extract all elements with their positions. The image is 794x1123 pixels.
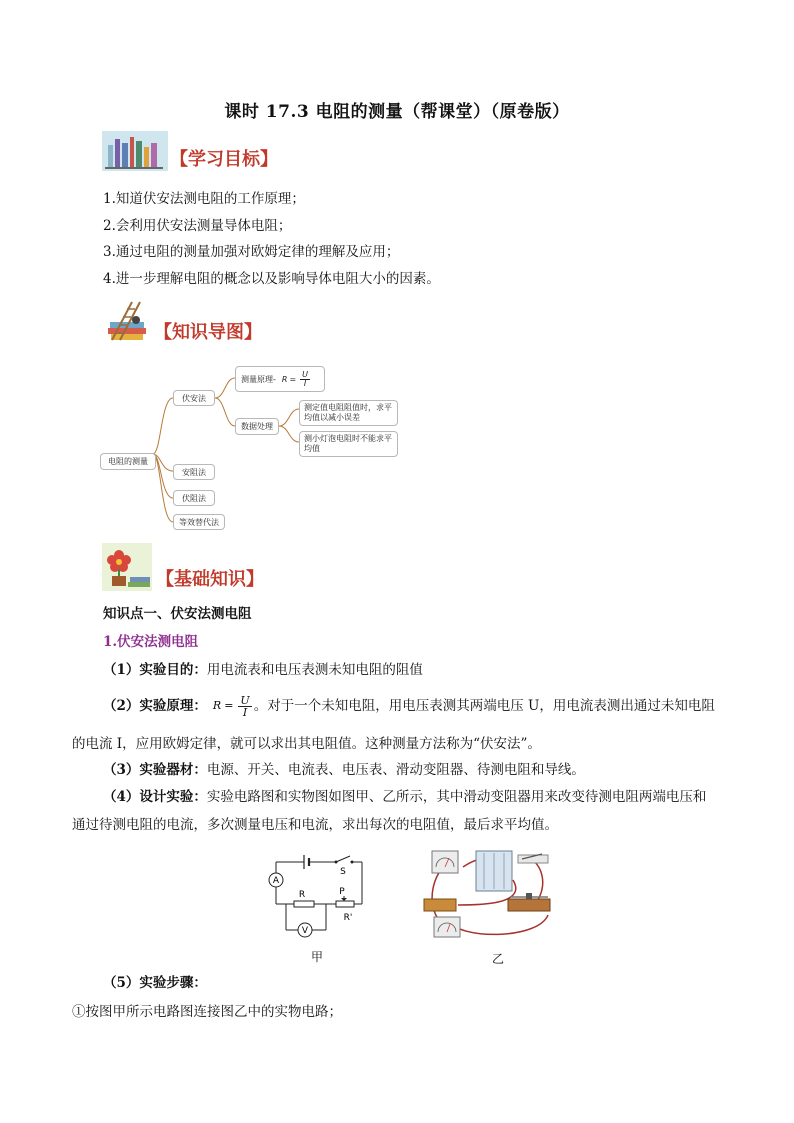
knowledge-point-title: 知识点一、伏安法测电阻 [103, 606, 252, 622]
resistor-symbol [294, 901, 314, 907]
formula-fraction [300, 371, 310, 388]
principle-num: U [240, 693, 250, 707]
mindmap-principle [235, 366, 325, 392]
slider-label: P [339, 887, 345, 897]
voltmeter-label: V [301, 926, 309, 936]
books-icon [102, 131, 168, 171]
mindmap-method: 伏阻法 [173, 490, 215, 506]
flower-icon [102, 543, 152, 591]
purpose-text: 用电流表和电压表测未知电阻的阻值 [206, 662, 423, 678]
goal-item: 3.通过电阻的测量加强对欧姆定律的理解及应用； [103, 244, 400, 260]
principle-formula-eq: = [224, 699, 234, 712]
goal-item: 4.进一步理解电阻的概念以及影响导体电阻大小的因素。 [103, 271, 440, 287]
resistor-device [424, 899, 456, 911]
meter-device [432, 851, 458, 873]
paragraph-equipment [103, 760, 585, 780]
meter-device [434, 917, 460, 937]
paragraph-purpose [103, 660, 423, 680]
switch-lever [336, 856, 350, 862]
figure-caption-yi: 乙 [492, 952, 505, 966]
rheostat-symbol [336, 901, 354, 907]
design-continuation: 通过待测电阻的电流，多次测量电压和电流，求出每次的电阻值，最后求平均值。 [72, 817, 558, 833]
design-text: 实验电路图和实物图如图甲、乙所示，其中滑动变阻器用来改变待测电阻两端电压和 [206, 789, 707, 805]
mindmap-root: 电阻的测量 [100, 453, 156, 470]
physical-circuit-illustration [418, 845, 556, 945]
mindmap-title: 【知识导图】 [154, 322, 262, 343]
switch-label: S [340, 867, 346, 877]
principle-label: 测量原理- [241, 374, 276, 384]
principle-fraction [238, 695, 251, 718]
page-title: 课时 17.3 电阻的测量（帮课堂）（原卷版） [224, 102, 570, 122]
equipment-text: 电源、开关、电流表、电压表、滑动变阻器、待测电阻和导线。 [206, 762, 585, 778]
steps-heading [103, 973, 207, 993]
goals-header [102, 131, 278, 171]
mindmap-method: 伏安法 [173, 390, 215, 406]
paragraph-principle [103, 688, 715, 724]
formula-lhs: R [281, 374, 288, 384]
mindmap-data-processing: 数据处理 [235, 418, 279, 435]
paragraph-design [103, 787, 706, 807]
rheostat-label: R' [343, 913, 353, 923]
figure-caption-jia: 甲 [311, 950, 324, 964]
formula-eq: = [289, 374, 297, 384]
mindmap-leaf: 测定值电阻阻值时，求平均值以减小误差 [299, 400, 398, 426]
principle-formula-lhs: R [212, 699, 222, 712]
equipment-label: （3）实验器材： [103, 762, 207, 778]
mindmap-leaf: 测小灯泡电阻时不能求平均值 [299, 431, 398, 457]
purpose-label: （1）实验目的： [103, 662, 207, 678]
principle-continuation: 的电流 I，应用欧姆定律，就可以求出其电阻值。这种测量方法称为“伏安法”。 [72, 736, 541, 752]
subsection-title: 1.伏安法测电阻 [103, 634, 199, 650]
mindmap-header [102, 300, 262, 346]
basic-title: 【基础知识】 [156, 569, 264, 590]
formula-num: U [302, 369, 309, 379]
principle-text: 。对于一个未知电阻，用电压表测其两端电压 U，用电流表测出通过未知电阻 [253, 698, 715, 714]
principle-label: （2）实验原理： [103, 698, 207, 714]
design-label: （4）设计实验： [103, 789, 207, 805]
formula-den: I [303, 378, 307, 388]
ladder-books-icon [102, 300, 152, 346]
circuit-diagram [264, 852, 370, 944]
step-item: ①按图甲所示电路图连接图乙中的实物电路； [72, 1004, 342, 1020]
goals-title: 【学习目标】 [170, 149, 278, 170]
goal-item: 2.会利用伏安法测量导体电阻； [103, 218, 292, 234]
basic-header [102, 543, 264, 591]
resistor-label: R [298, 890, 306, 900]
ammeter-label: A [272, 876, 280, 886]
goal-item: 1.知道伏安法测电阻的工作原理； [103, 191, 305, 207]
mindmap-method: 等效替代法 [173, 514, 225, 530]
principle-den: I [242, 705, 248, 719]
mindmap-method: 安阻法 [173, 464, 215, 480]
rheostat-device [508, 899, 550, 911]
steps-label: （5）实验步骤： [103, 975, 207, 991]
